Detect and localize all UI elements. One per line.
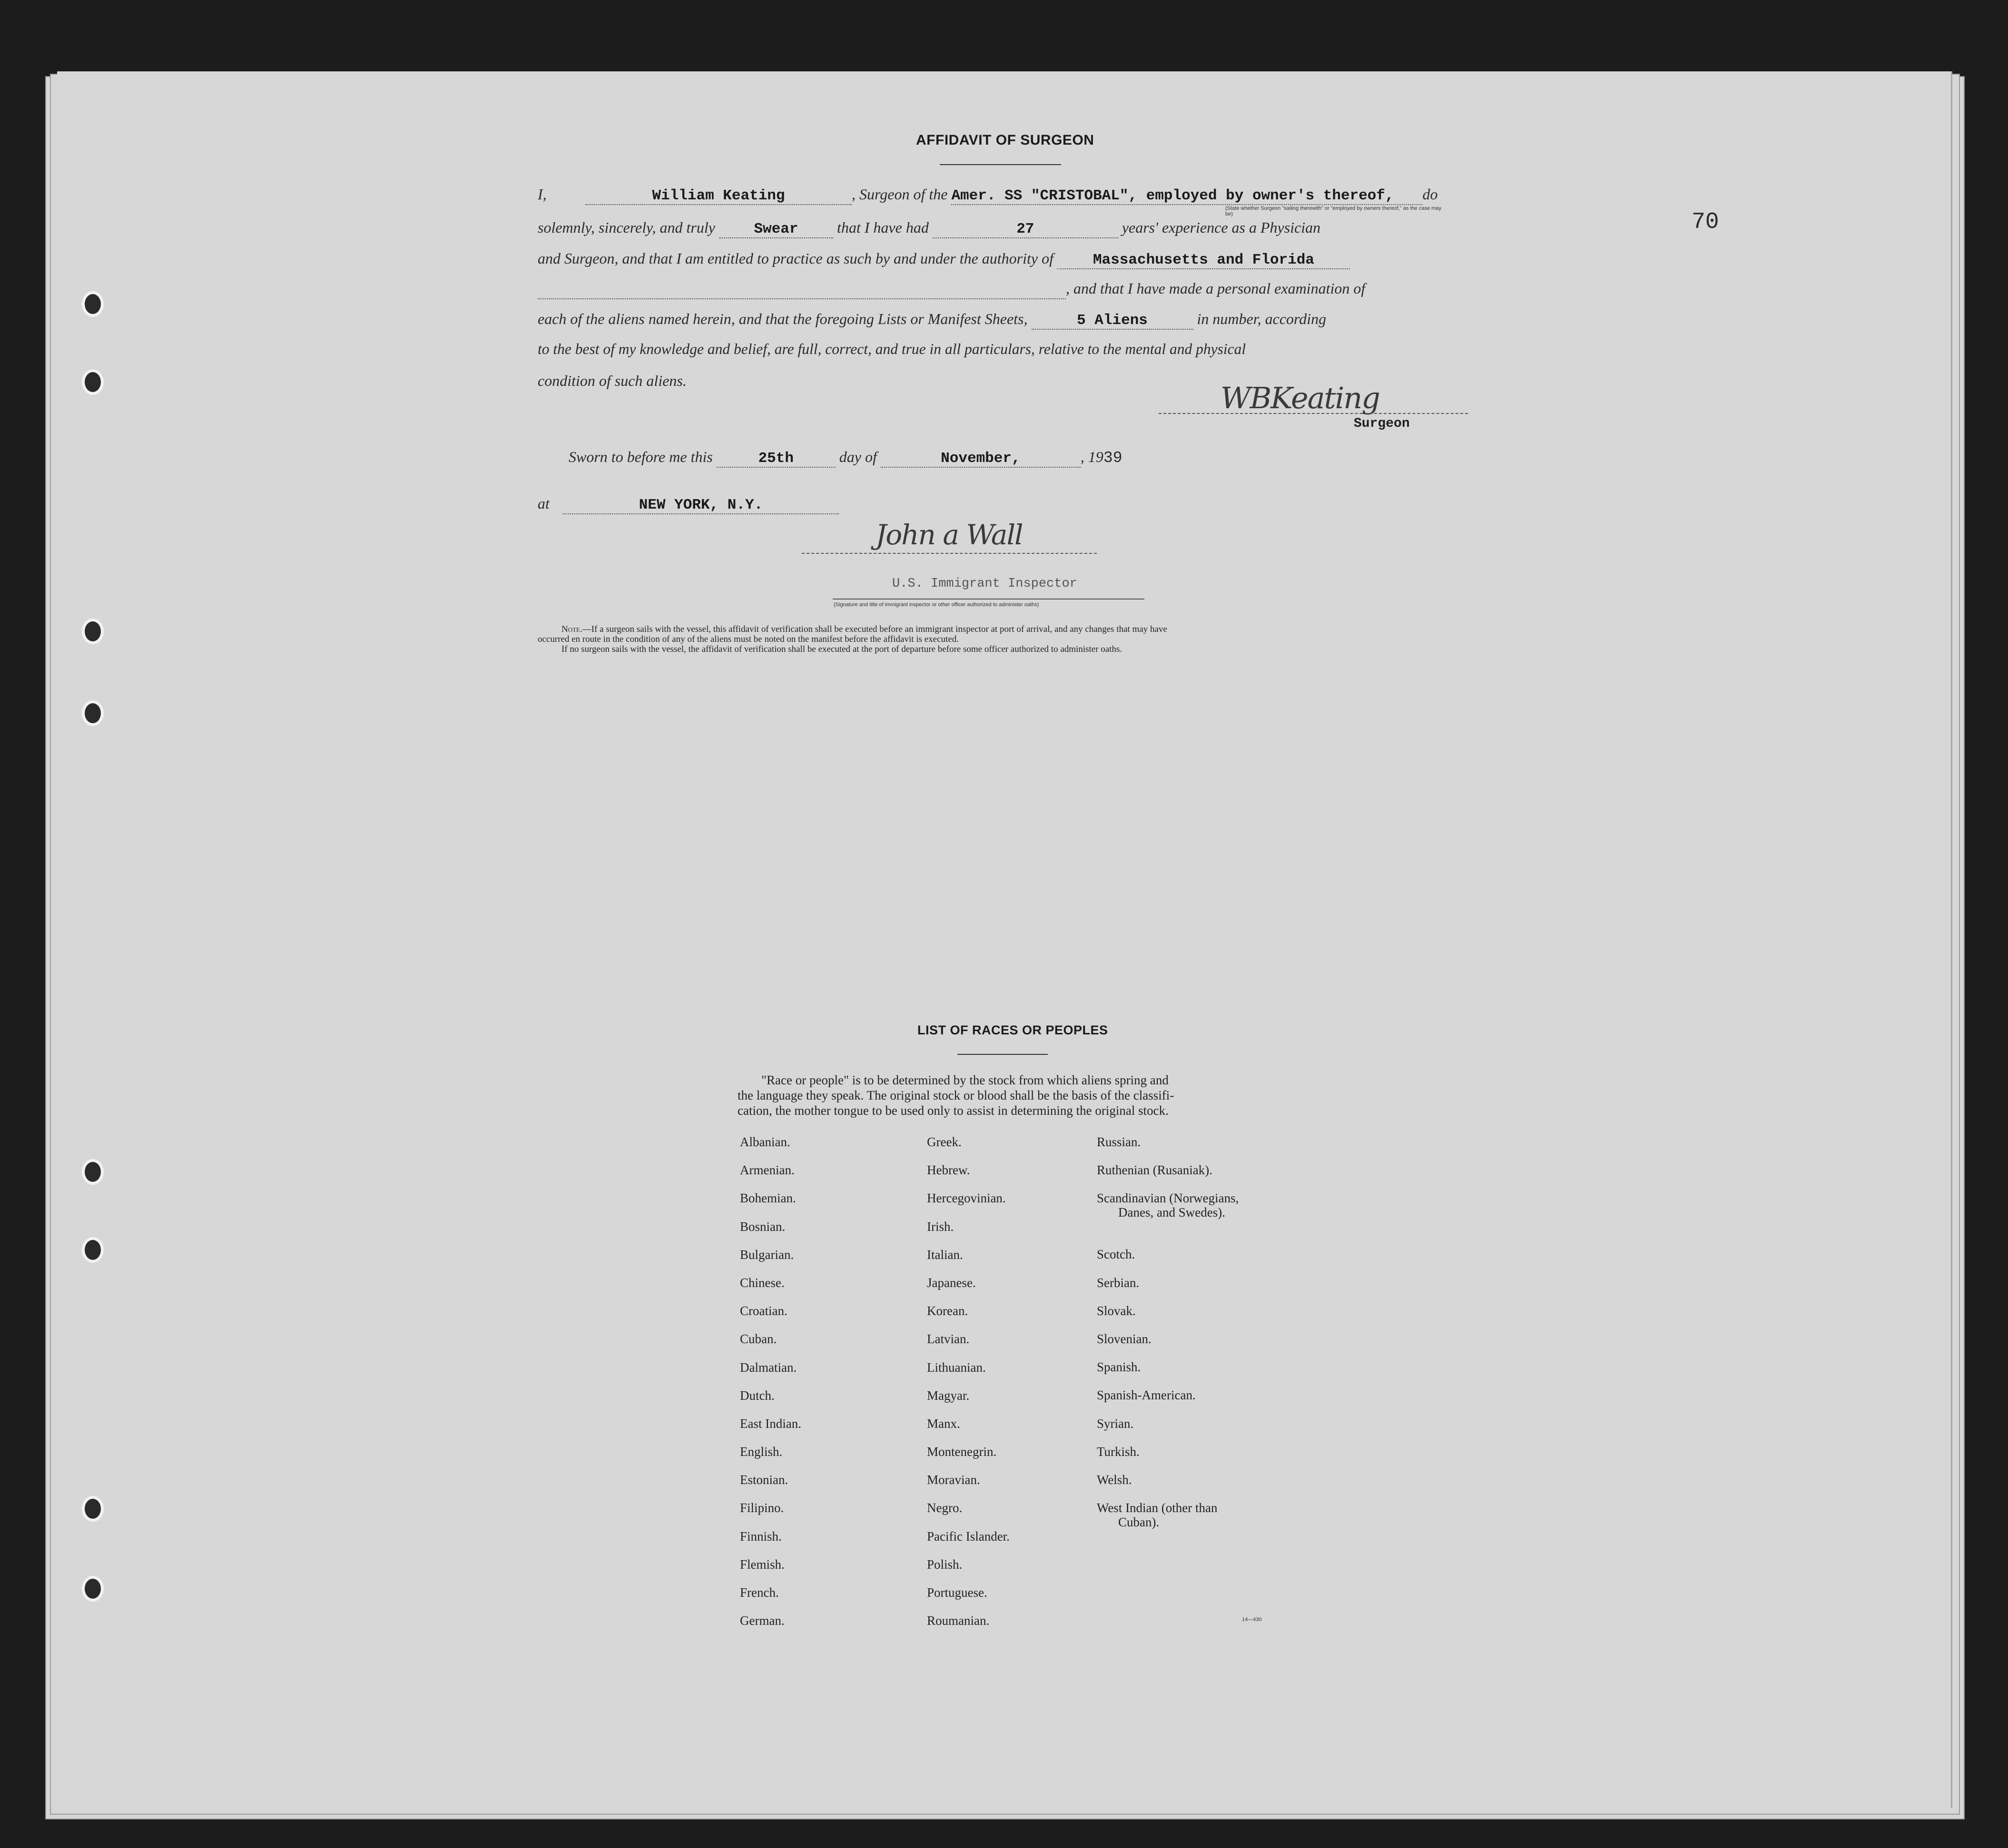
punch-hole — [82, 291, 104, 317]
race-item: Negro. — [927, 1501, 963, 1515]
years-experience: 27 — [933, 221, 1118, 238]
vessel-note: (State whether Surgeon "sailing therewith" or "employed by owners thereof," as the case may be) — [1225, 206, 1442, 217]
race-item: Japanese. — [927, 1275, 976, 1290]
race-item: Dutch. — [740, 1388, 775, 1403]
intro-line-1: "Race or people" is to be determined by the stock from which aliens spring and — [761, 1073, 1169, 1087]
at-label: at — [538, 495, 550, 512]
years-experience-label: years' experience as a Physician — [1122, 219, 1321, 236]
race-item: German. — [740, 1613, 785, 1628]
affidavit-line-5 — [538, 310, 1468, 330]
affidavit-line-2 — [538, 219, 1468, 238]
race-item: Latvian. — [927, 1332, 970, 1347]
sworn-place: NEW YORK, N.Y. — [563, 497, 839, 514]
inspector-title-line — [833, 599, 1144, 600]
pronoun-label: I, — [538, 186, 547, 203]
race-item: Roumanian. — [927, 1613, 990, 1628]
races-title-underline — [957, 1054, 1048, 1055]
have-had-label: that I have had — [837, 219, 929, 236]
punch-hole — [82, 369, 104, 395]
race-item: Bohemian. — [740, 1191, 796, 1206]
authority-states: Massachusetts and Florida — [1057, 252, 1350, 269]
sworn-line — [569, 448, 1235, 468]
intro-line-3: cation, the mother tongue to be used only to assist in determining the original stock. — [738, 1103, 1169, 1118]
inspector-caption: (Signature and title of immigrant inspector or other officer authorized to administer oaths) — [834, 602, 1039, 608]
vessel-name: Amer. SS "CRISTOBAL", employed by owner's thereof, — [951, 187, 1422, 205]
punch-hole — [82, 619, 104, 644]
race-item: Filipino. — [740, 1501, 784, 1515]
race-item: Scotch. — [1097, 1247, 1135, 1262]
race-item: West Indian (other than — [1097, 1501, 1218, 1515]
race-item: Scandinavian (Norwegians, — [1097, 1191, 1239, 1206]
sworn-month: November, — [881, 450, 1081, 468]
affidavit-line-6: to the best of my knowledge and belief, are full, correct, and true in all particulars, relative to the mental and physical — [538, 341, 1246, 357]
races-intro — [738, 1072, 1270, 1118]
race-item: Slovenian. — [1097, 1331, 1152, 1346]
race-item: Dalmatian. — [740, 1360, 797, 1375]
race-item: Spanish-American. — [1097, 1388, 1196, 1403]
race-item: Korean. — [927, 1304, 968, 1318]
race-item: Armenian. — [740, 1163, 795, 1178]
races-column-2 — [927, 1135, 1010, 1642]
surgeon-name: William Keating — [585, 187, 852, 205]
do-label: do — [1422, 186, 1438, 203]
race-item: Albanian. — [740, 1135, 790, 1149]
in-number-label: in number, according — [1197, 310, 1327, 327]
surgeon-label: Surgeon — [1354, 416, 1410, 431]
race-item: Manx. — [927, 1416, 960, 1431]
intro-line-2: the language they speak. The original stock or blood shall be the basis of the classifi- — [738, 1088, 1174, 1102]
form-number: 14—430 — [1242, 1617, 1262, 1622]
note-line-3: If no surgeon sails with the vessel, the affidavit of verification shall be executed at the port of departure before some officer authorized to administer oaths. — [561, 644, 1122, 654]
authority-label: and Surgeon, and that I am entitled to practice as such by and under the authority of — [538, 250, 1053, 267]
affidavit-line-1 — [538, 186, 1468, 205]
races-column-3 — [1097, 1135, 1239, 1543]
race-item: Bulgarian. — [740, 1247, 794, 1262]
race-item: Serbian. — [1097, 1275, 1140, 1290]
affidavit-title: AFFIDAVIT OF SURGEON — [916, 132, 1094, 148]
race-item: Russian. — [1097, 1135, 1141, 1149]
surgeon-signature-line — [1159, 413, 1468, 414]
race-item-continued: Cuban). — [1118, 1515, 1160, 1530]
title-underline — [940, 164, 1061, 165]
race-item: Polish. — [927, 1557, 963, 1572]
race-item: Greek. — [927, 1135, 962, 1149]
note-label: Note. — [561, 624, 582, 634]
race-item: English. — [740, 1445, 783, 1459]
race-item: Pacific Islander. — [927, 1529, 1010, 1543]
race-item: Croatian. — [740, 1304, 787, 1318]
year-prefix: , 19 — [1080, 448, 1103, 465]
examination-label: , and that I have made a personal examination of — [1066, 280, 1366, 297]
race-item: Lithuanian. — [927, 1360, 986, 1375]
race-item: Syrian. — [1097, 1416, 1134, 1431]
race-item: Finnish. — [740, 1529, 782, 1543]
race-item: Portuguese. — [927, 1585, 987, 1600]
race-item: Slovak. — [1097, 1303, 1136, 1318]
punch-hole — [82, 1496, 104, 1522]
race-item: Moravian. — [927, 1473, 980, 1487]
race-item: Irish. — [927, 1219, 954, 1234]
aliens-count: 5 Aliens — [1032, 312, 1193, 330]
race-item: Spanish. — [1097, 1360, 1141, 1375]
manifest-sheets-label: each of the aliens named herein, and that the foregoing Lists or Manifest Sheets, — [538, 310, 1028, 327]
sworn-year: 39 — [1103, 449, 1122, 467]
solemnly-label: solemnly, sincerely, and truly — [538, 219, 715, 236]
race-item: Bosnian. — [740, 1219, 786, 1234]
affidavit-line-4 — [538, 280, 1468, 299]
race-item: Hercegovinian. — [927, 1191, 1006, 1206]
authority-continued — [538, 282, 1066, 299]
race-item: Flemish. — [740, 1557, 785, 1572]
affidavit-note — [538, 624, 1470, 654]
sworn-label: Sworn to before me this — [569, 448, 713, 465]
race-item: Magyar. — [927, 1388, 970, 1403]
race-item: French. — [740, 1585, 779, 1600]
race-item: Estonian. — [740, 1473, 788, 1487]
race-item: East Indian. — [740, 1416, 801, 1431]
inspector-signature: John a Wall — [876, 519, 1023, 551]
punch-hole — [82, 700, 104, 726]
affidavit-line-3 — [538, 250, 1468, 269]
race-item: Chinese. — [740, 1275, 785, 1290]
inspector-signature-line — [802, 553, 1097, 554]
note-line-1: —If a surgeon sails with the vessel, this affidavit of verification shall be executed before an immigrant inspector at port of arrival, and any changes that may have — [582, 624, 1167, 634]
day-of-label: day of — [839, 448, 877, 465]
note-line-2: occurred en route in the condition of any of the aliens must be noted on the manifest before the affidavit is executed. — [538, 634, 959, 644]
oath-type: Swear — [719, 221, 833, 238]
punch-hole — [82, 1576, 104, 1602]
race-item: Cuban. — [740, 1332, 777, 1347]
race-item: Ruthenian (Rusaniak). — [1097, 1163, 1212, 1178]
race-item-continued: Danes, and Swedes). — [1118, 1205, 1225, 1220]
inspector-title: U.S. Immigrant Inspector — [892, 577, 1077, 591]
race-item: Montenegrin. — [927, 1445, 997, 1459]
place-line — [538, 495, 871, 514]
race-item: Welsh. — [1097, 1472, 1132, 1487]
page-number: 70 — [1692, 209, 1719, 235]
surgeon-of-label: , Surgeon of the — [852, 186, 948, 203]
races-title: LIST OF RACES OR PEOPLES — [917, 1023, 1108, 1037]
affidavit-line-7: condition of such aliens. — [538, 372, 687, 389]
sworn-day: 25th — [717, 450, 836, 468]
punch-hole — [82, 1237, 104, 1263]
races-column-1 — [740, 1135, 801, 1642]
punch-hole — [82, 1159, 104, 1185]
surgeon-signature: WBKeating — [1221, 381, 1379, 415]
race-item: Hebrew. — [927, 1163, 970, 1178]
race-item: Italian. — [927, 1247, 963, 1262]
race-item: Turkish. — [1097, 1444, 1140, 1459]
